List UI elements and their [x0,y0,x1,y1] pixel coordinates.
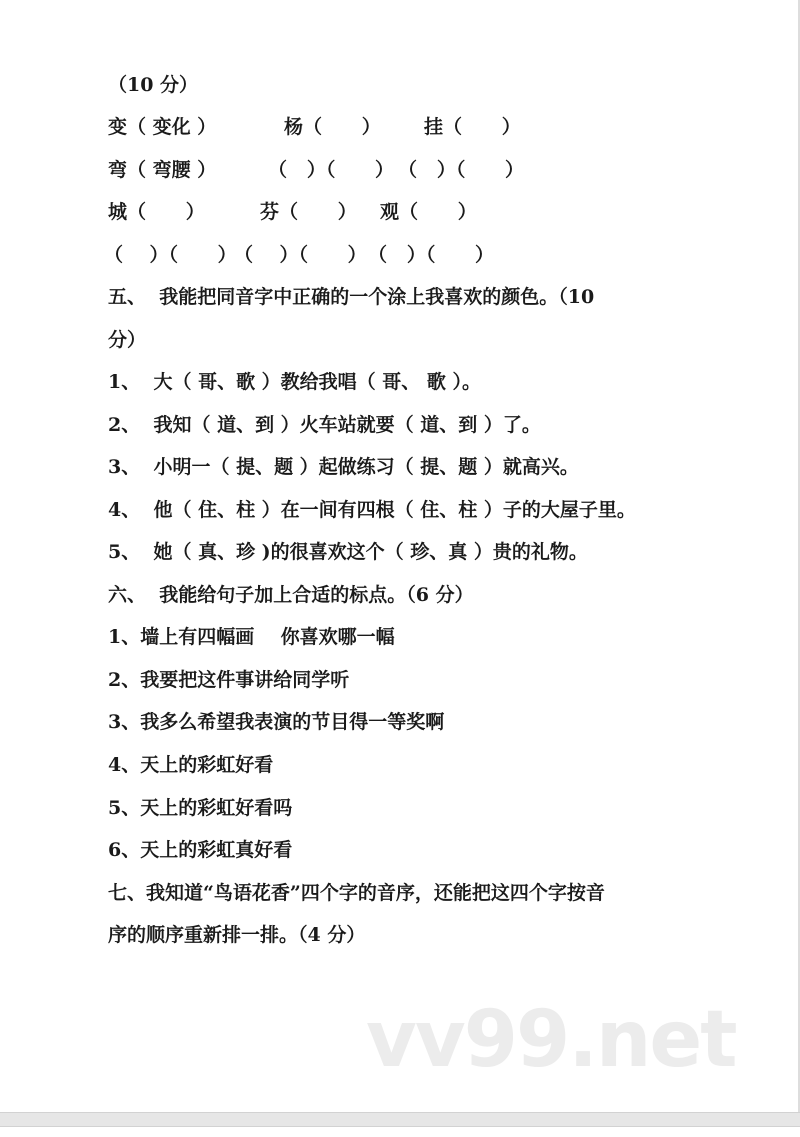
word-cell: 挂（ ） [424,116,521,138]
page-separator [0,1112,800,1127]
section6-item: 1、墙上有四幅画 你喜欢哪一幅 [108,626,395,648]
word-cell: 观（ ） [380,201,477,223]
word-cell: （ ）（ ） [268,159,395,181]
word-cell: （ ）（ ） [368,244,495,266]
section6-item: 4、天上的彩虹好看 [108,754,274,776]
watermark: vv99.net [366,995,736,1085]
section5-item: 4、 他（ 住、柱 ）在一间有四根（ 住、柱 ）子的大屋子里。 [108,499,636,521]
section6-item: 3、我多么希望我表演的节目得一等奖啊 [108,711,445,733]
section5-title: 五、 我能把同音字中正确的一个涂上我喜欢的颜色。（10 [108,286,595,308]
section5-item: 1、 大（ 哥、歌 ）教给我唱（ 哥、 歌 ）。 [108,371,482,393]
word-cell: 变（ 变化 ） [108,116,217,138]
section6-title: 六、 我能给句子加上合适的标点。（6 分） [108,584,474,606]
section5-item: 2、 我知（ 道、到 ）火车站就要（ 道、到 ）了。 [108,414,541,436]
section5-title-cont: 分） [108,329,147,351]
section5-item: 3、 小明一（ 提、题 ）起做练习（ 提、题 ）就高兴。 [108,456,579,478]
word-cell: （ ）（ ） [234,244,367,266]
word-cell: 芬（ ） [260,201,357,223]
section6-item: 5、天上的彩虹好看吗 [108,797,293,819]
word-cell: （ ）（ ） [398,159,525,181]
section5-item: 5、 她（ 真、珍 )的很喜欢这个（ 珍、真 ）贵的礼物。 [108,541,588,563]
word-cell: （ ）（ ） [104,244,237,266]
word-cell: 杨（ ） [284,116,381,138]
section7-title-cont: 序的顺序重新排一排。（4 分） [108,924,366,946]
section7-title: 七、我知道“鸟语花香”四个字的音序，还能把这四个字按音 [108,882,605,904]
word-cell: 城（ ） [108,201,205,223]
section6-item: 2、我要把这件事讲给同学听 [108,669,350,691]
word-cell: 弯（ 弯腰 ） [108,159,217,181]
header-score: （10 分） [108,74,199,96]
section6-item: 6、天上的彩虹真好看 [108,839,293,861]
